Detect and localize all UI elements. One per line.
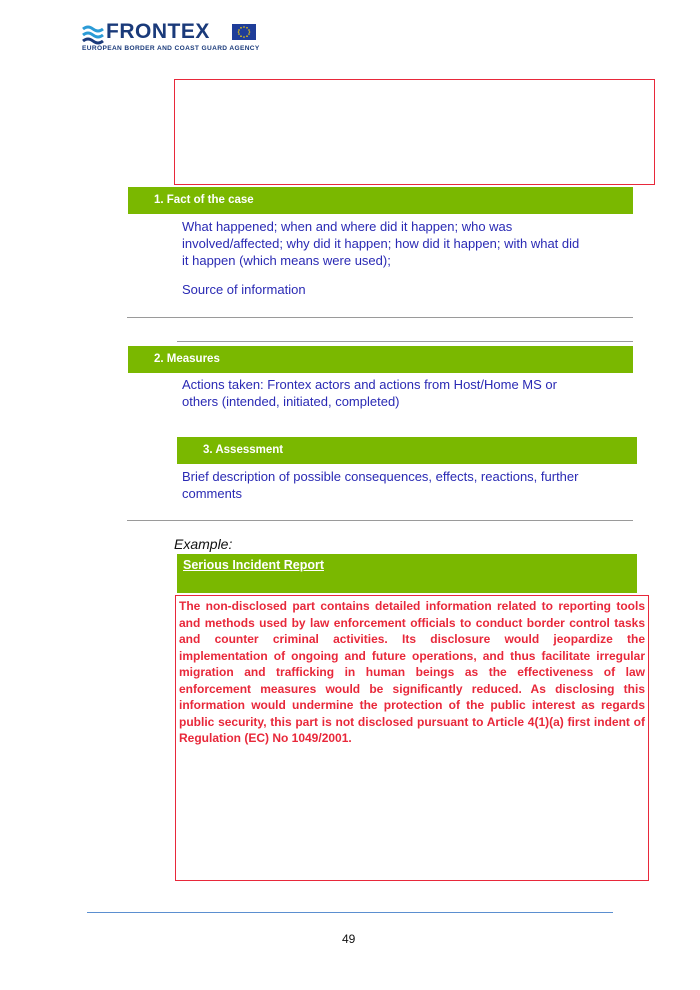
- divider: [127, 520, 633, 521]
- section-heading-measures-label: 2. Measures: [154, 353, 220, 365]
- page-number: 49: [342, 932, 356, 946]
- measures-paragraph: Actions taken: Frontex actors and actions from Host/Home MS or others (intended, initiated, completed): [182, 377, 557, 409]
- divider: [177, 341, 633, 342]
- redaction-notice: The non-disclosed part contains detailed information related to reporting tools and methods used by law enforcement officials to conduct border control tasks and counter criminal activities. Its disclosure would jeopardize the implementation of ongoing and future operations, and thus facilitate irregular migration and trafficking in human beings as the effectiveness of law enforcement measures would be significantly reduced. As disclosing this information would undermine the protection of the public interest as regards public security, this part is not disclosed pursuant to Article 4(1)(a) first indent of Regulation (EC) No 1049/2001.: [179, 599, 645, 745]
- assessment-paragraph: Brief description of possible consequences, effects, reactions, further comments: [182, 469, 579, 501]
- divider: [127, 317, 633, 318]
- section-heading-measures: [128, 346, 633, 373]
- serious-incident-report-title-text: Serious Incident Report: [183, 558, 324, 572]
- example-label: Example:: [174, 536, 233, 552]
- frontex-logo: [82, 20, 282, 57]
- eu-flag-icon: [232, 24, 256, 40]
- section-heading-assessment-label: 3. Assessment: [203, 444, 284, 456]
- logo-subtitle: EUROPEAN BORDER AND COAST GUARD AGENCY: [82, 45, 260, 52]
- logo-waves-icon: [82, 23, 104, 45]
- redaction-box-example: [175, 595, 649, 881]
- section-heading-assessment: [177, 437, 637, 464]
- logo-wordmark: FRONTEX: [106, 20, 210, 43]
- fact-source: Source of information: [182, 282, 306, 297]
- redaction-box-top: [174, 79, 655, 185]
- serious-incident-report-title: [177, 554, 637, 593]
- footer-rule: [87, 912, 613, 913]
- section-heading-fact-label: 1. Fact of the case: [154, 194, 254, 206]
- fact-paragraph: What happened; when and where did it happen; who was involved/affected; why did it happen; how did it happen; with what did it happen (which means were used);: [182, 219, 580, 268]
- section-heading-fact: [128, 187, 633, 214]
